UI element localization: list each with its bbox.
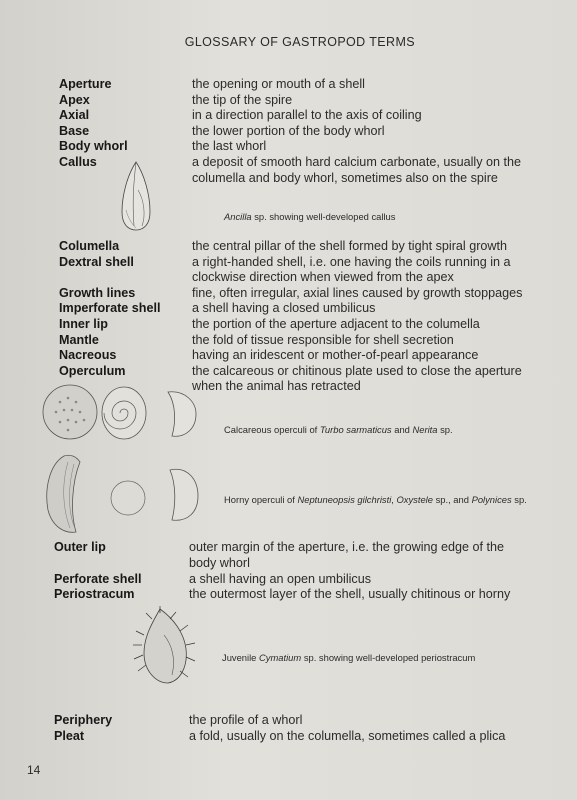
calcareous-operculi-illustration (40, 382, 205, 442)
glossary-definition: columella and body whorl, sometimes also on the spire (192, 170, 498, 185)
glossary-definition: the tip of the spire (192, 92, 293, 107)
glossary-definition: the calcareous or chitinous plate used to close the aperture (192, 363, 522, 378)
glossary-term: Growth lines (59, 285, 136, 300)
glossary-term: Axial (59, 108, 90, 123)
glossary-definition: in a direction parallel to the axis of coiling (192, 108, 422, 123)
glossary-definition: the last whorl (192, 139, 267, 154)
horny-operculi-illustration (42, 452, 202, 537)
glossary-definition: when the animal has retracted (192, 379, 361, 394)
glossary-term: Periostracum (54, 587, 135, 602)
glossary-term: Base (59, 123, 90, 138)
glossary-term: Perforate shell (54, 571, 142, 586)
glossary-term: Imperforate shell (59, 301, 161, 316)
glossary-term: Aperture (59, 77, 112, 91)
glossary-term: Columella (59, 239, 120, 253)
caption-horny-operculi: Horny operculi of Neptuneopsis gilchristi, Oxystele sp., and Polynices sp. (224, 494, 527, 505)
cymatium-shell-illustration (130, 605, 200, 687)
glossary-definition: clockwise direction when viewed from the apex (192, 270, 454, 285)
glossary-term: Mantle (59, 332, 99, 347)
glossary-definition: the fold of tissue responsible for shell secretion (192, 332, 454, 347)
glossary-term: Apex (59, 92, 90, 107)
glossary-term: Nacreous (59, 348, 117, 363)
glossary-definition: a right-handed shell, i.e. one having the coils running in a (192, 254, 511, 269)
glossary-definition: having an iridescent or mother-of-pearl appearance (192, 348, 479, 363)
page-number: 14 (27, 763, 41, 777)
glossary-term: Periphery (54, 713, 113, 727)
page-title: GLOSSARY OF GASTROPOD TERMS (184, 35, 415, 49)
glossary-definition: outer margin of the aperture, i.e. the growing edge of the (189, 540, 505, 554)
glossary-definition: the central pillar of the shell formed by tight spiral growth (192, 239, 507, 253)
glossary-definition: the outermost layer of the shell, usually chitinous or horny (189, 587, 511, 602)
glossary-definition: body whorl (189, 555, 250, 570)
glossary-definition: the opening or mouth of a shell (192, 77, 365, 91)
glossary-term: Outer lip (54, 540, 106, 554)
glossary-definition: a deposit of smooth hard calcium carbonate, usually on the (192, 155, 522, 169)
caption-callus: Ancilla sp. showing well-developed callus (224, 211, 396, 222)
glossary-definition: the portion of the aperture adjacent to the columella (192, 317, 480, 331)
caption-calcareous-operculi: Calcareous operculi of Turbo sarmaticus and Nerita sp. (224, 424, 453, 435)
glossary-definition: a fold, usually on the columella, sometimes called a plica (189, 728, 506, 743)
glossary-definition: a shell having an open umbilicus (189, 571, 372, 586)
glossary-definition: the profile of a whorl (189, 713, 303, 727)
glossary-term: Callus (59, 155, 97, 169)
glossary-term: Inner lip (59, 317, 108, 331)
glossary-term: Body whorl (59, 139, 128, 154)
glossary-term: Operculum (59, 363, 126, 378)
glossary-definition: the lower portion of the body whorl (192, 123, 385, 138)
caption-periostracum: Juvenile Cymatium sp. showing well-developed periostracum (222, 652, 476, 663)
ancilla-shell-illustration (114, 160, 158, 232)
glossary-term: Dextral shell (59, 254, 134, 269)
glossary-term: Pleat (54, 728, 85, 743)
glossary-definition: a shell having a closed umbilicus (192, 301, 376, 316)
glossary-definition: fine, often irregular, axial lines caused by growth stoppages (192, 285, 523, 300)
